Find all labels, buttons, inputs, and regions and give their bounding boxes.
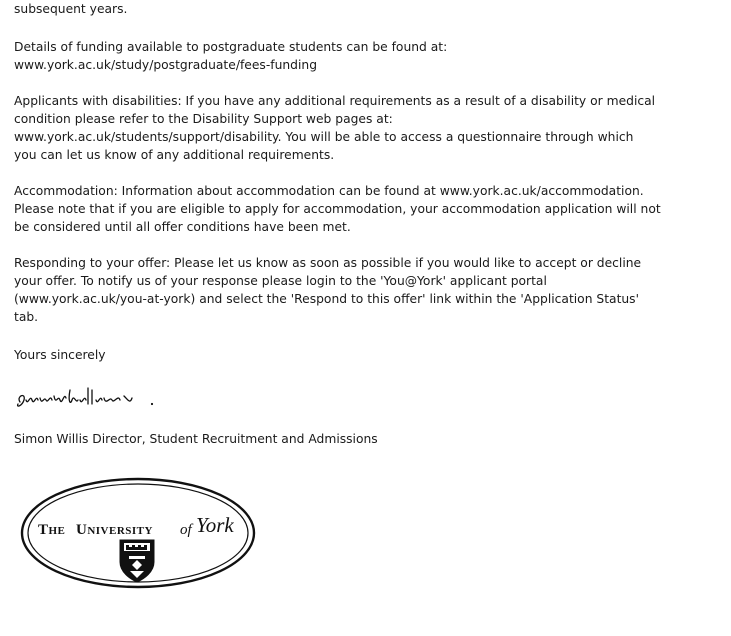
coat-of-arms-shield-icon xyxy=(120,540,154,582)
paragraph-accommodation: Accommodation: Information about accommodation can be found at www.york.ac.uk/accommodation. Please note that if you are eligible to apply for accommodation, your accommodation application will not be considered until all offer conditions have been met. xyxy=(14,184,661,234)
seal-text-the: The xyxy=(38,522,66,538)
seal-text-york: York xyxy=(196,513,234,537)
handwritten-signature xyxy=(14,382,164,414)
paragraph-responding: Responding to your offer: Please let us know as soon as possible if you would like to accept or decline your offer. To notify us of your response please login to the 'You@York' applicant portal (www.york.ac.uk/you-at-york) and select the 'Respond to this offer' link within the 'Application Status' tab. xyxy=(14,256,642,324)
paragraph-subsequent-years: subsequent years. xyxy=(14,2,128,16)
paragraph-funding: Details of funding available to postgraduate students can be found at: www.york.ac.uk/study/postgraduate/fees-funding xyxy=(14,40,448,72)
paragraph-disabilities: Applicants with disabilities: If you have any additional requirements as a result of a disability or medical condition please refer to the Disability Support web pages at: www.york.ac.uk/students/support/disability. You will be able to access a questionnaire through which you can let us know of any additional requirements. xyxy=(14,94,656,162)
closing-salutation: Yours sincerely xyxy=(14,348,106,362)
seal-text-of: of xyxy=(180,522,192,538)
seal-text-university: University xyxy=(76,522,153,538)
university-of-york-seal xyxy=(20,476,260,596)
signatory-line: Simon Willis Director, Student Recruitment and Admissions xyxy=(14,432,378,446)
